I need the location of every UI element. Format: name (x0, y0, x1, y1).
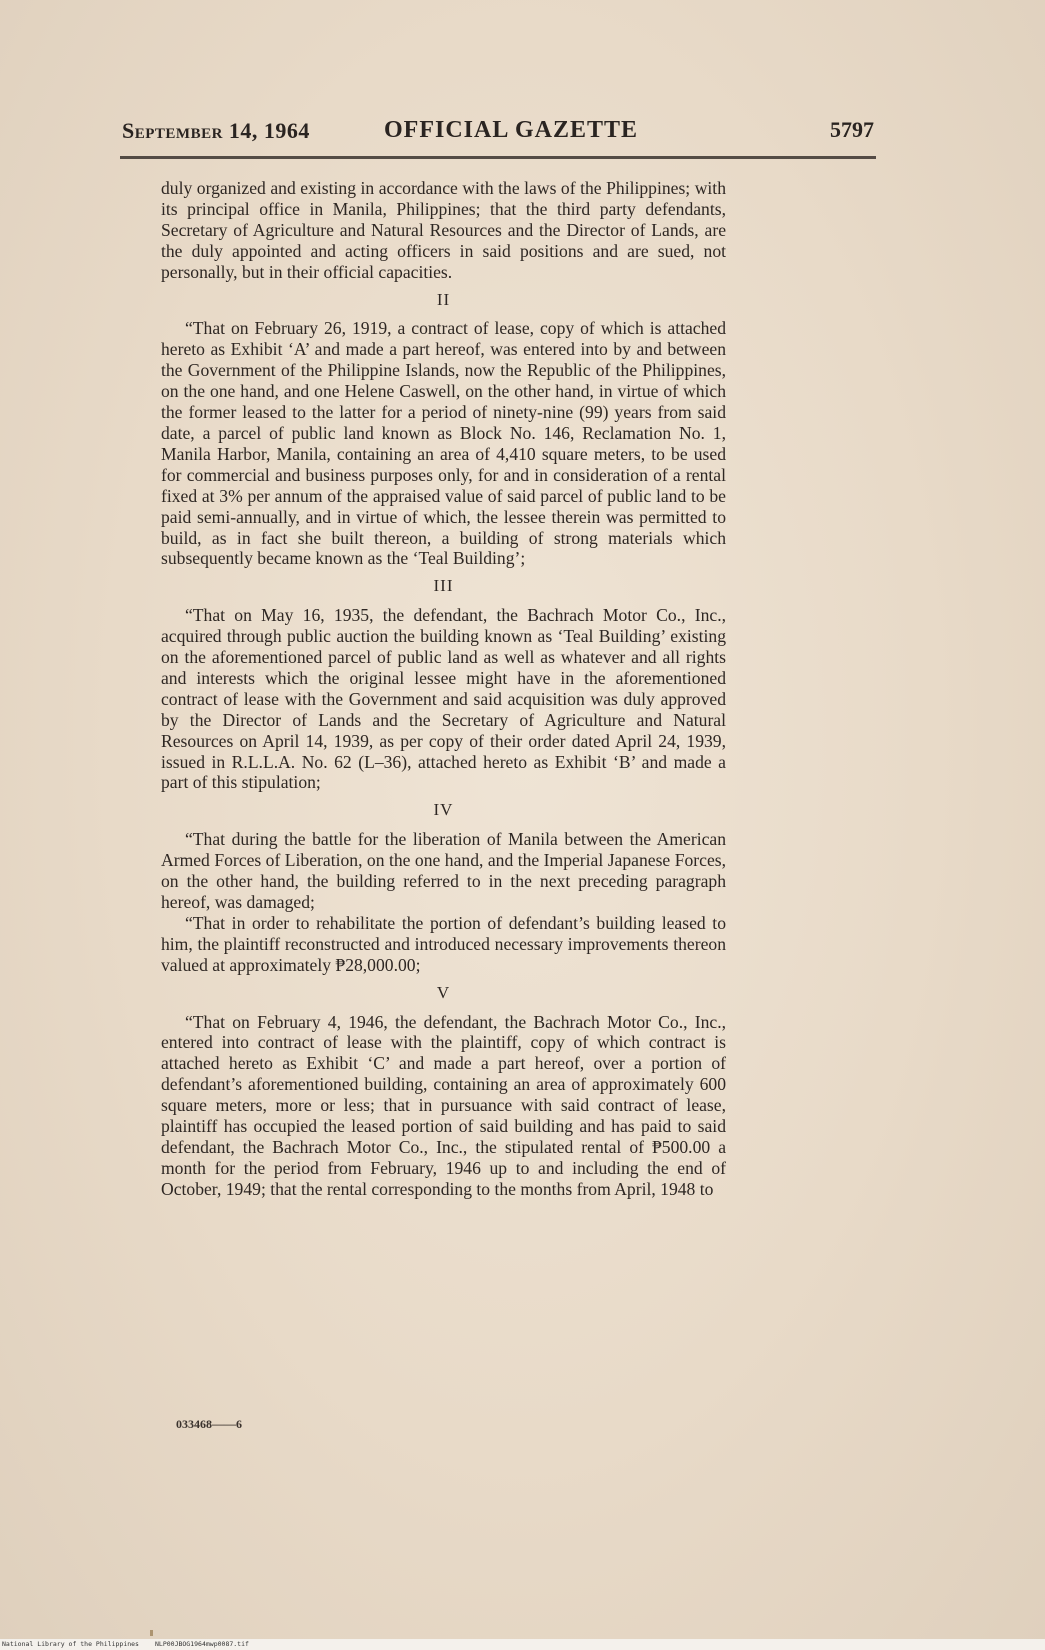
section-paragraph: “That during the battle for the liberation of Manila between the American Armed Forces of Liberation, on the one hand, and the Imperial Japanese Forces, on the other hand, the building referred to in the next preceding paragraph hereof, was damaged; (161, 829, 726, 912)
footer-library: National Library of the Philippines (2, 1640, 139, 1648)
header-page-number: 5797 (830, 117, 874, 142)
section-paragraph: “That in order to rehabilitate the portion of defendant’s building leased to him, the plaintiff reconstructed and introduced necessary improvements thereon valued at approximately ₱28,000.00; (161, 912, 726, 975)
header-date: September 14, 1964 (122, 118, 310, 143)
page-body (161, 178, 726, 1200)
header-rule (120, 156, 876, 159)
header-title: OFFICIAL GAZETTE (384, 117, 639, 143)
footer-filename: NLP00JBOG1964mwp0087.tif (155, 1640, 249, 1648)
section-paragraph: “That on February 4, 1946, the defendant, the Bachrach Motor Co., Inc., entered into contract of lease with the plaintiff, copy of which contract is attached hereto as Exhibit ‘C’ and made a part hereof, over a portion of defendant’s aforementioned building, containing an area of approximately 600 square meters, more or less; that in pursuance with said contract of lease, plaintiff has occupied the leased portion of said building and has paid to said defendant, the Bachrach Motor Co., Inc., the stipulated rental of ₱500.00 a month for the period from February, 1946 up to and including the end of October, 1949; that the rental corresponding to the months from April, 1948 to (161, 1011, 726, 1199)
section-paragraph: “That on May 16, 1935, the defendant, the Bachrach Motor Co., Inc., acquired through public auction the building known as ‘Teal Building’ existing on the aforementioned parcel of public land as well as whatever and all rights and interests which the original lessee might have in the aforementioned contract of lease with the Government and said acquisition was duly approved by the Director of Lands and the Secretary of Agriculture and Natural Resources on April 14, 1939, as per copy of their order dated April 24, 1939, issued in R.L.L.A. No. 62 (L–36), attached hereto as Exhibit ‘B’ and made a part of this stipulation; (161, 605, 726, 793)
section-number: IV (433, 800, 454, 820)
section-number: V (436, 982, 451, 1002)
section-number: III (433, 576, 454, 596)
intro-paragraph: duly organized and existing in accordance with the laws of the Philippines; with its principal office in Manila, Philippines; that the third party defendants, Secretary of Agriculture and Natural Resources and the Director of Lands, are the duly appointed and acting officers in said positions and are sued, not personally, but in their official capacities. (161, 178, 726, 282)
page-header (122, 118, 874, 152)
scan-mark (150, 1630, 153, 1636)
scan-footer (0, 1639, 1045, 1650)
section-number: II (436, 289, 451, 309)
job-number: 033468——6 (176, 1417, 242, 1431)
section-paragraph: “That on February 26, 1919, a contract of lease, copy of which is attached hereto as Exhibit ‘A’ and made a part hereof, was entered into by and between the Government of the Philippine Islands, now the Republic of the Philippines, on the one hand, and one Helene Caswell, on the other hand, in virtue of which the former leased to the latter for a period of ninety-nine (99) years from said date, a parcel of public land known as Block No. 146, Reclamation No. 1, Manila Harbor, Manila, containing an area of 4,410 square meters, to be used for commercial and business purposes only, for and in consideration of a rental fixed at 3% per annum of the appraised value of said parcel of public land to be paid semi-annually, and in virtue of which, the lessee therein was permitted to build, as in fact she built thereon, a building of strong materials which subsequently became known as the ‘Teal Building’; (161, 318, 726, 569)
